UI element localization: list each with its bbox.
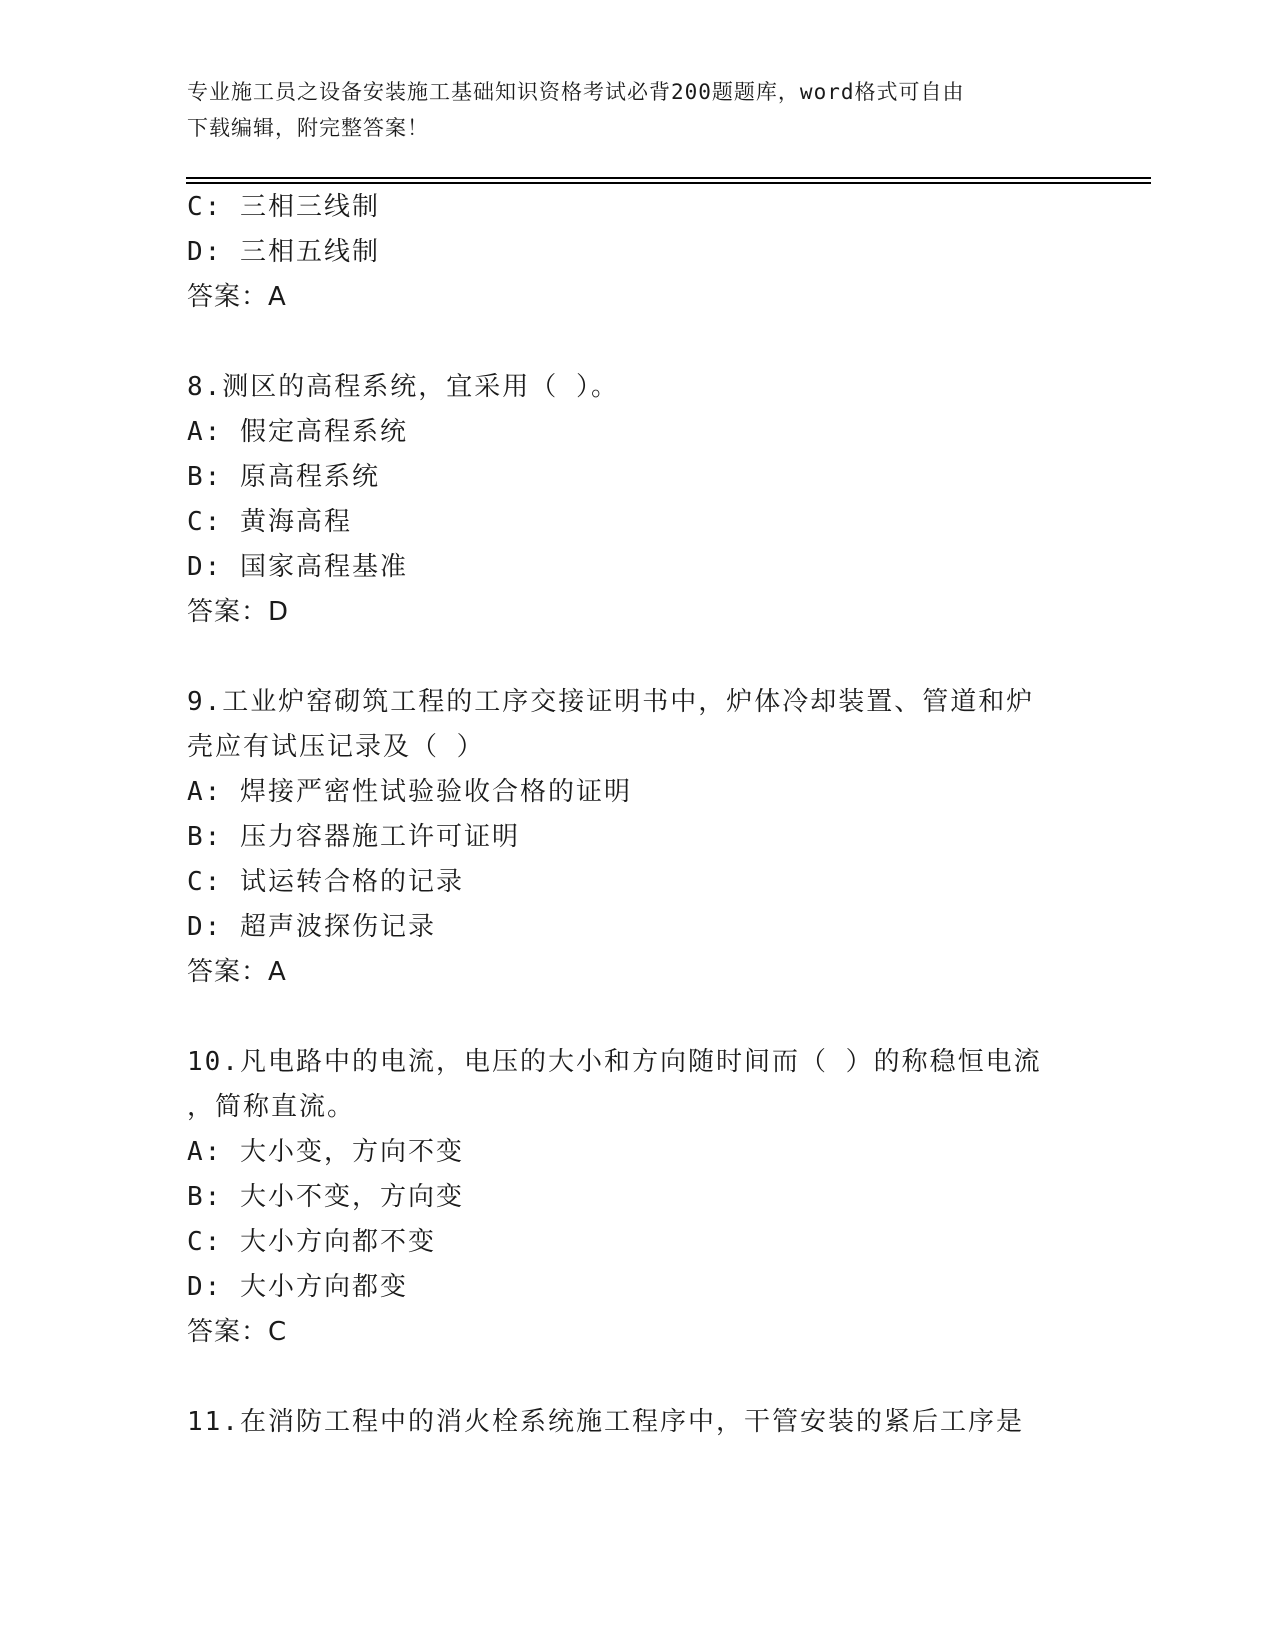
q9-answer: 答案：A bbox=[187, 957, 287, 987]
document-header bbox=[187, 74, 1087, 146]
q8-answer: 答案：D bbox=[187, 597, 290, 627]
q7-option-d: D: 三相五线制 bbox=[187, 237, 380, 267]
q11-stem-line-1: 11.在消防工程中的消火栓系统施工程序中，干管安装的紧后工序是 bbox=[187, 1407, 1024, 1437]
q8-option-d: D: 国家高程基准 bbox=[187, 552, 408, 582]
header-divider-top bbox=[186, 177, 1151, 179]
q7-answer: 答案：A bbox=[187, 282, 287, 312]
q10-option-c: C: 大小方向都不变 bbox=[187, 1227, 436, 1257]
q8-stem: 8.测区的高程系统，宜采用（ ）。 bbox=[187, 372, 619, 402]
q8-option-c: C: 黄海高程 bbox=[187, 507, 352, 537]
q10-option-a: A: 大小变，方向不变 bbox=[187, 1137, 464, 1167]
q10-answer: 答案：C bbox=[187, 1317, 288, 1347]
header-title-line-2: 下载编辑，附完整答案！ bbox=[187, 116, 429, 140]
q8-option-a: A: 假定高程系统 bbox=[187, 417, 408, 447]
header-title-line-1: 专业施工员之设备安装施工基础知识资格考试必背200题题库，word格式可自由 bbox=[187, 80, 965, 104]
q9-option-a: A: 焊接严密性试验验收合格的证明 bbox=[187, 777, 632, 807]
q7-option-c: C: 三相三线制 bbox=[187, 192, 380, 222]
q9-option-c: C: 试运转合格的记录 bbox=[187, 867, 464, 897]
q10-option-d: D: 大小方向都变 bbox=[187, 1272, 408, 1302]
header-divider-bottom bbox=[186, 182, 1151, 184]
q8-option-b: B: 原高程系统 bbox=[187, 462, 380, 492]
q9-option-d: D: 超声波探伤记录 bbox=[187, 912, 436, 942]
q10-stem-line-1: 10.凡电路中的电流，电压的大小和方向随时间而（ ）的称稳恒电流 bbox=[187, 1047, 1042, 1077]
q10-stem-line-2: ，简称直流。 bbox=[187, 1092, 356, 1122]
q9-option-b: B: 压力容器施工许可证明 bbox=[187, 822, 520, 852]
q9-stem-line-2: 壳应有试压记录及（ ） bbox=[187, 732, 485, 762]
q10-option-b: B: 大小不变，方向变 bbox=[187, 1182, 464, 1212]
q9-stem-line-1: 9.工业炉窑砌筑工程的工序交接证明书中，炉体冷却装置、管道和炉 bbox=[187, 687, 1035, 717]
